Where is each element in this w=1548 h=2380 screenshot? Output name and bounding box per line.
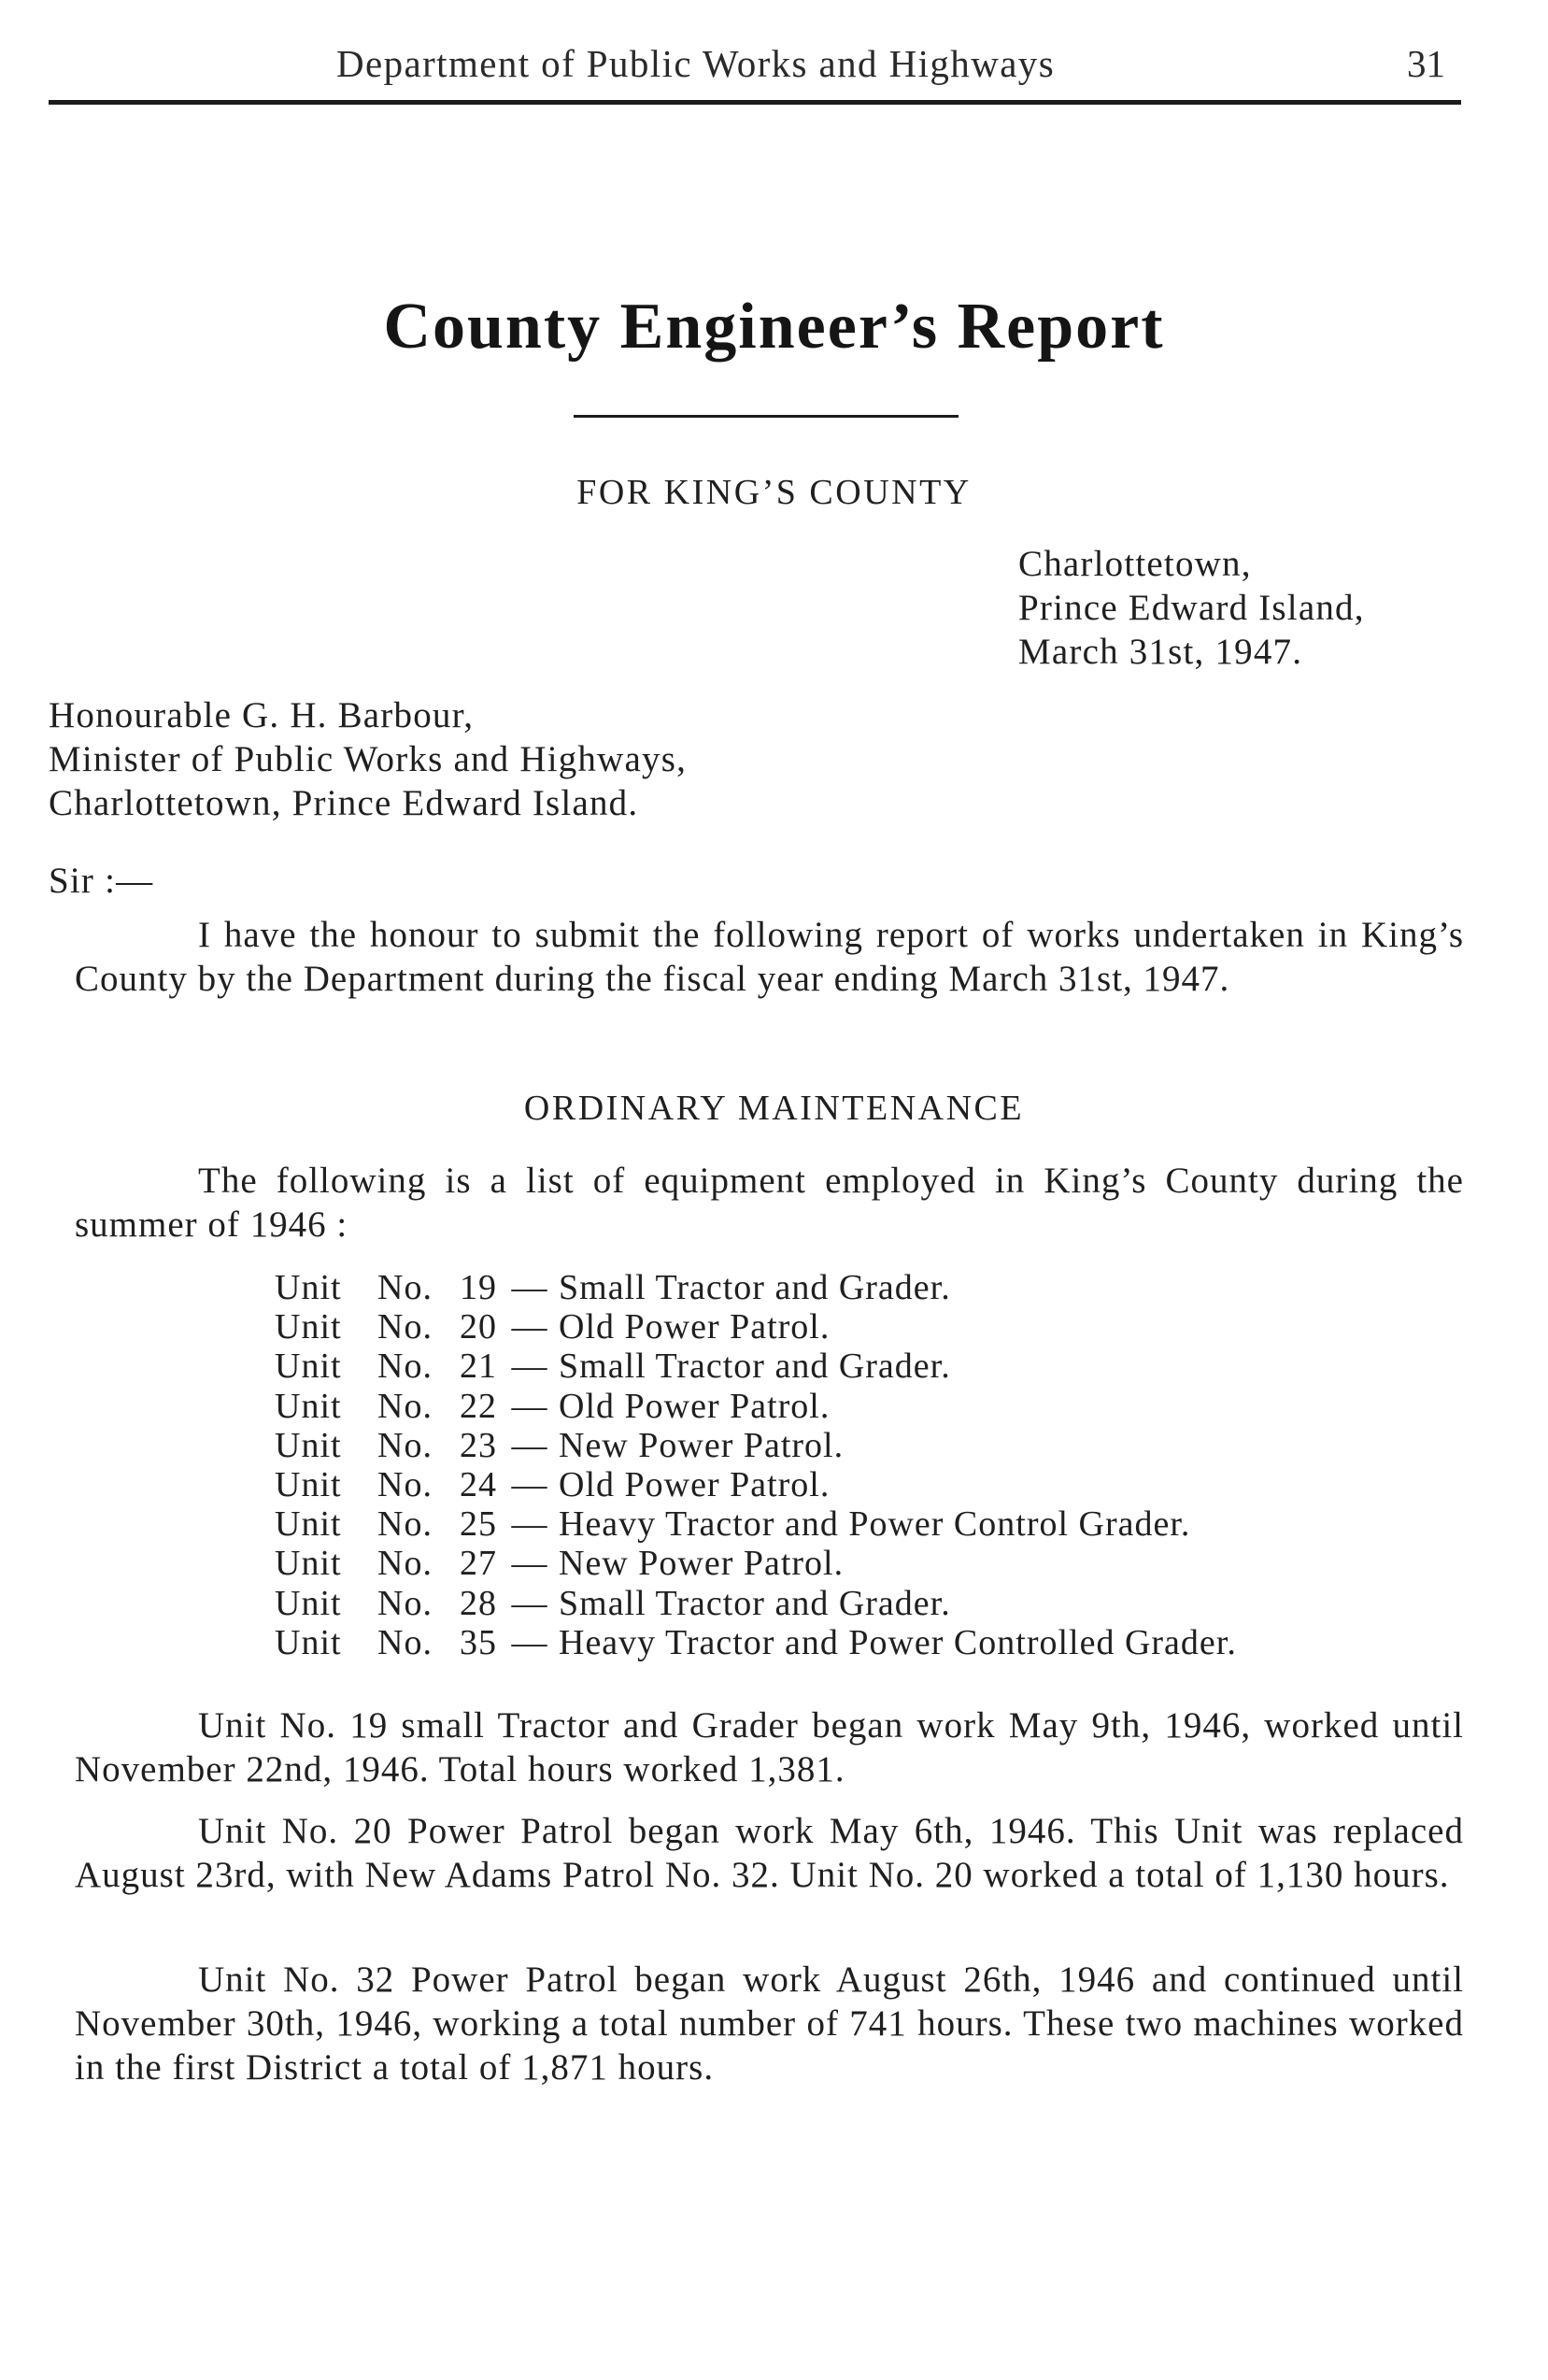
- unit-no-label: No.: [377, 1386, 433, 1426]
- equipment-item: [275, 1623, 1237, 1662]
- equipment-item: [275, 1465, 1237, 1504]
- section-heading: ORDINARY MAINTENANCE: [523, 1089, 1025, 1128]
- unit-20-paragraph: Unit No. 20 Power Patrol began work May 6th, 1946. This Unit was replaced August 23rd, with New Adams Patrol No. 32. Unit No. 20 worked a total of 1,130 hours.: [75, 1811, 1464, 1895]
- equipment-item: [275, 1347, 1237, 1386]
- unit-dash: —: [511, 1504, 548, 1545]
- title-rule: [574, 415, 959, 418]
- page-number: 31: [1407, 42, 1445, 85]
- unit-description: Small Tractor and Grader.: [559, 1583, 951, 1623]
- running-header: Department of Public Works and Highways: [336, 42, 1056, 85]
- unit-description: Old Power Patrol.: [559, 1386, 831, 1426]
- unit-no-label: No.: [377, 1504, 433, 1545]
- unit-32-paragraph: Unit No. 32 Power Patrol began work August 26th, 1946 and continued until November 30th, 1946, working a total number of 741 hours. These two machines worked in the first District a total of 1,871 hours.: [75, 1960, 1464, 2088]
- unit-dash: —: [511, 1347, 548, 1387]
- equipment-item: [275, 1504, 1237, 1544]
- equipment-item: [275, 1544, 1237, 1583]
- header-rule: [49, 100, 1461, 105]
- unit-number: 20: [460, 1307, 497, 1347]
- unit-no-label: No.: [377, 1307, 433, 1347]
- unit-label: Unit: [275, 1386, 342, 1426]
- dateline-city: Charlottetown,: [1018, 544, 1252, 584]
- unit-label: Unit: [275, 1583, 342, 1623]
- unit-label: Unit: [275, 1544, 342, 1584]
- unit-dash: —: [511, 1386, 548, 1426]
- unit-number: 24: [460, 1464, 497, 1504]
- unit-no-label: No.: [377, 1425, 433, 1465]
- intro-paragraph: I have the honour to submit the following report of works undertaken in King’s County by the Department during the fiscal year ending March 31st, 1947.: [75, 915, 1464, 999]
- unit-description: New Power Patrol.: [559, 1544, 845, 1584]
- dateline-province: Prince Edward Island,: [1018, 588, 1365, 628]
- unit-description: Small Tractor and Grader.: [559, 1268, 951, 1307]
- unit-label: Unit: [275, 1464, 342, 1504]
- unit-dash: —: [511, 1464, 548, 1504]
- unit-dash: —: [511, 1622, 548, 1662]
- unit-dash: —: [511, 1544, 548, 1584]
- unit-dash: —: [511, 1268, 548, 1307]
- report-subtitle: FOR KING’S COUNTY: [576, 473, 972, 512]
- address-name: Honourable G. H. Barbour,: [49, 695, 475, 735]
- unit-dash: —: [511, 1307, 548, 1347]
- unit-number: 21: [460, 1347, 497, 1387]
- equipment-intro-paragraph: The following is a list of equipment employed in King’s County during the summer of 1946 :: [75, 1161, 1464, 1245]
- unit-label: Unit: [275, 1268, 342, 1307]
- unit-description: Heavy Tractor and Power Control Grader.: [559, 1504, 1191, 1545]
- address-location: Charlottetown, Prince Edward Island.: [49, 783, 639, 823]
- unit-label: Unit: [275, 1504, 342, 1545]
- equipment-item: [275, 1268, 1237, 1307]
- unit-no-label: No.: [377, 1583, 433, 1623]
- unit-description: Old Power Patrol.: [559, 1464, 831, 1504]
- unit-description: Old Power Patrol.: [559, 1307, 831, 1347]
- unit-no-label: No.: [377, 1347, 433, 1387]
- unit-label: Unit: [275, 1425, 342, 1465]
- unit-no-label: No.: [377, 1622, 433, 1662]
- report-title: County Engineer’s Report: [383, 291, 1165, 363]
- unit-dash: —: [511, 1425, 548, 1465]
- unit-description: New Power Patrol.: [559, 1425, 845, 1465]
- dateline: [1018, 542, 1365, 674]
- unit-number: 35: [460, 1622, 497, 1662]
- unit-no-label: No.: [377, 1544, 433, 1584]
- salutation: Sir :—: [49, 861, 154, 901]
- equipment-list: [275, 1268, 1237, 1662]
- unit-dash: —: [511, 1583, 548, 1623]
- address-title: Minister of Public Works and Highways,: [49, 739, 688, 779]
- unit-label: Unit: [275, 1347, 342, 1387]
- unit-number: 27: [460, 1544, 497, 1584]
- unit-number: 23: [460, 1425, 497, 1465]
- recipient-address: [49, 693, 687, 825]
- equipment-item: [275, 1584, 1237, 1623]
- unit-number: 19: [460, 1268, 497, 1307]
- equipment-item: [275, 1307, 1237, 1347]
- unit-number: 22: [460, 1386, 497, 1426]
- equipment-item: [275, 1387, 1237, 1426]
- unit-description: Small Tractor and Grader.: [559, 1347, 951, 1387]
- equipment-item: [275, 1426, 1237, 1465]
- unit-description: Heavy Tractor and Power Controlled Grader.: [559, 1622, 1237, 1662]
- unit-no-label: No.: [377, 1464, 433, 1504]
- unit-no-label: No.: [377, 1268, 433, 1307]
- unit-number: 25: [460, 1504, 497, 1545]
- unit-label: Unit: [275, 1307, 342, 1347]
- dateline-date: March 31st, 1947.: [1018, 632, 1303, 672]
- unit-number: 28: [460, 1583, 497, 1623]
- unit-label: Unit: [275, 1622, 342, 1662]
- unit-19-paragraph: Unit No. 19 small Tractor and Grader began work May 9th, 1946, worked until November 22nd, 1946. Total hours worked 1,381.: [75, 1705, 1464, 1789]
